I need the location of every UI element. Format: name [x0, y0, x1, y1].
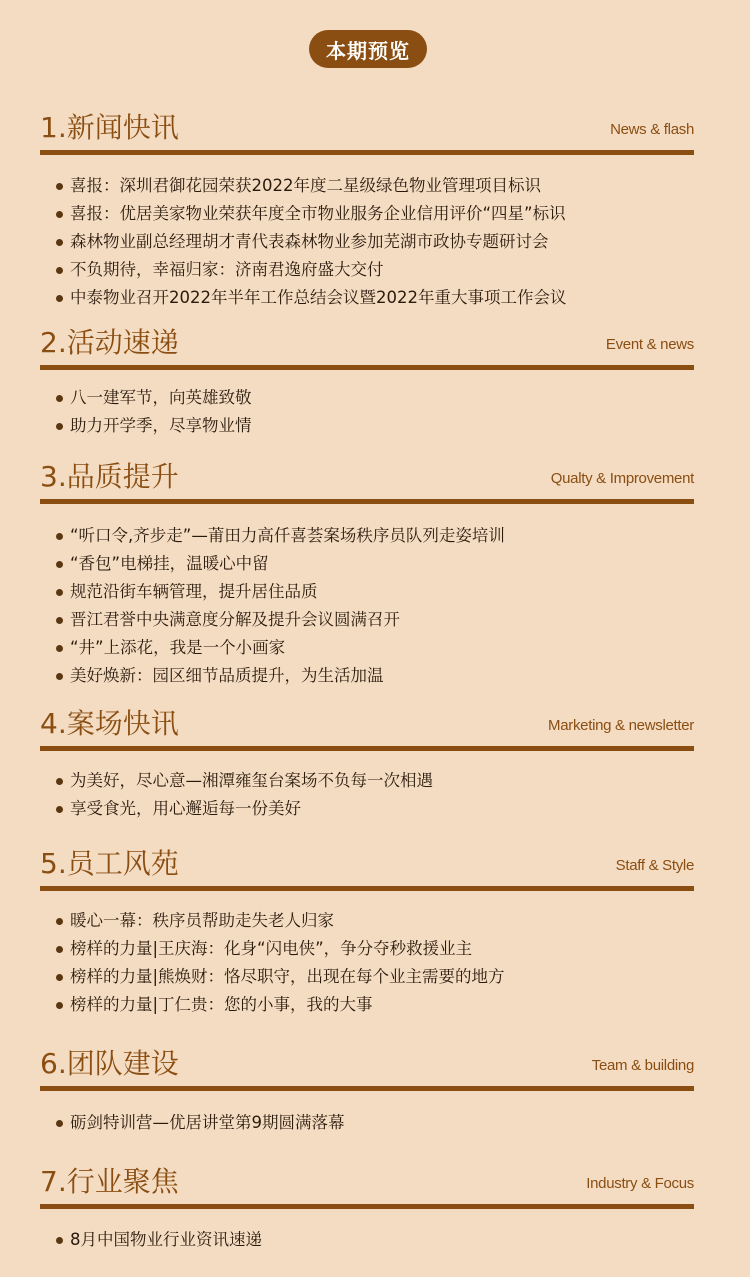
bullet-icon [56, 778, 63, 785]
list-item[interactable] [54, 522, 505, 550]
item-label: 晋江君誉中央满意度分解及提升会议圆满召开 [70, 610, 400, 629]
section-title: 7.行业聚焦 [40, 1165, 179, 1198]
bullet-icon [56, 617, 63, 624]
list-item[interactable] [54, 963, 505, 991]
staff-list [54, 907, 505, 1019]
item-label: “听口令,齐步走”—莆田力高仟喜荟案场秩序员队列走姿培训 [70, 526, 505, 545]
bullet-icon [56, 183, 63, 190]
item-label: 暖心一幕：秩序员帮助走失老人归家 [70, 911, 334, 930]
bullet-icon [56, 423, 63, 430]
item-label: 规范沿街车辆管理，提升居住品质 [70, 582, 318, 601]
item-label: 为美好，尽心意—湘潭雍玺台案场不负每一次相遇 [70, 771, 433, 790]
item-label: 喜报：深圳君御花园荣获2022年度二星级绿色物业管理项目标识 [70, 176, 541, 195]
bullet-icon [56, 589, 63, 596]
section-title: 3.品质提升 [40, 460, 179, 493]
bullet-icon [56, 946, 63, 953]
item-label: 喜报：优居美家物业荣获年度全市物业服务企业信用评价“四星”标识 [70, 204, 566, 223]
bullet-icon [56, 211, 63, 218]
list-item[interactable] [54, 907, 505, 935]
section-subtitle: Staff & Style [615, 857, 694, 874]
bullet-icon [56, 806, 63, 813]
bullet-icon [56, 1237, 63, 1244]
bullet-icon [56, 645, 63, 652]
section-divider [40, 499, 694, 504]
item-label: 砺剑特训营—优居讲堂第9期圆满落幕 [70, 1113, 345, 1132]
section-title: 2.活动速递 [40, 326, 179, 359]
section-divider [40, 1086, 694, 1091]
item-label: 森林物业副总经理胡才青代表森林物业参加芜湖市政协专题研讨会 [70, 232, 549, 251]
list-item[interactable] [54, 172, 566, 200]
list-item[interactable] [54, 412, 252, 440]
bullet-icon [56, 673, 63, 680]
bullet-icon [56, 295, 63, 302]
bullet-icon [56, 1002, 63, 1009]
bullet-icon [56, 974, 63, 981]
bullet-icon [56, 918, 63, 925]
issue-preview-badge: 本期预览 [309, 30, 427, 68]
bullet-icon [56, 267, 63, 274]
bullet-icon [56, 395, 63, 402]
item-label: 榜样的力量|熊焕财：恪尽职守，出现在每个业主需要的地方 [70, 967, 505, 986]
section-subtitle: Event & news [605, 336, 694, 353]
list-item[interactable] [54, 384, 252, 412]
list-item[interactable] [54, 991, 505, 1019]
industry-list [54, 1226, 262, 1254]
section-subtitle: Marketing & newsletter [548, 717, 694, 734]
list-item[interactable] [54, 284, 566, 312]
item-label: 助力开学季，尽享物业情 [70, 416, 252, 435]
section-divider [40, 886, 694, 891]
section-subtitle: Qualty & Improvement [550, 470, 694, 487]
section-title: 4.案场快讯 [40, 707, 179, 740]
item-label: 享受食光，用心邂逅每一份美好 [70, 799, 301, 818]
list-item[interactable] [54, 578, 505, 606]
list-item[interactable] [54, 1226, 262, 1254]
section-divider [40, 1204, 694, 1209]
section-divider [40, 150, 694, 155]
item-label: “井”上添花，我是一个小画家 [70, 638, 286, 657]
item-label: “香包”电梯挂，温暖心中留 [70, 554, 269, 573]
section-subtitle: Industry & Focus [586, 1175, 694, 1192]
section-title: 5.员工风苑 [40, 847, 179, 880]
bullet-icon [56, 533, 63, 540]
section-subtitle: Team & building [591, 1057, 694, 1074]
section-subtitle: News & flash [610, 121, 694, 138]
list-item[interactable] [54, 767, 433, 795]
list-item[interactable] [54, 256, 566, 284]
list-item[interactable] [54, 1109, 345, 1137]
item-label: 八一建军节，向英雄致敬 [70, 388, 252, 407]
list-item[interactable] [54, 662, 505, 690]
quality-list [54, 522, 505, 690]
bullet-icon [56, 239, 63, 246]
list-item[interactable] [54, 200, 566, 228]
list-item[interactable] [54, 935, 505, 963]
list-item[interactable] [54, 550, 505, 578]
section-divider [40, 746, 694, 751]
section-title: 6.团队建设 [40, 1047, 179, 1080]
events-list [54, 384, 252, 440]
list-item[interactable] [54, 606, 505, 634]
list-item[interactable] [54, 795, 433, 823]
section-title: 1.新闻快讯 [40, 111, 179, 144]
team-list [54, 1109, 345, 1137]
bullet-icon [56, 561, 63, 568]
marketing-list [54, 767, 433, 823]
item-label: 榜样的力量|王庆海：化身“闪电侠”，争分夺秒救援业主 [70, 939, 473, 958]
item-label: 8月中国物业行业资讯速递 [70, 1230, 262, 1249]
item-label: 不负期待，幸福归家：济南君逸府盛大交付 [70, 260, 384, 279]
list-item[interactable] [54, 634, 505, 662]
news-list [54, 172, 566, 312]
item-label: 榜样的力量|丁仁贵：您的小事，我的大事 [70, 995, 373, 1014]
bullet-icon [56, 1120, 63, 1127]
item-label: 美好焕新：园区细节品质提升，为生活加温 [70, 666, 384, 685]
item-label: 中泰物业召开2022年半年工作总结会议暨2022年重大事项工作会议 [70, 288, 567, 307]
list-item[interactable] [54, 228, 566, 256]
section-divider [40, 365, 694, 370]
